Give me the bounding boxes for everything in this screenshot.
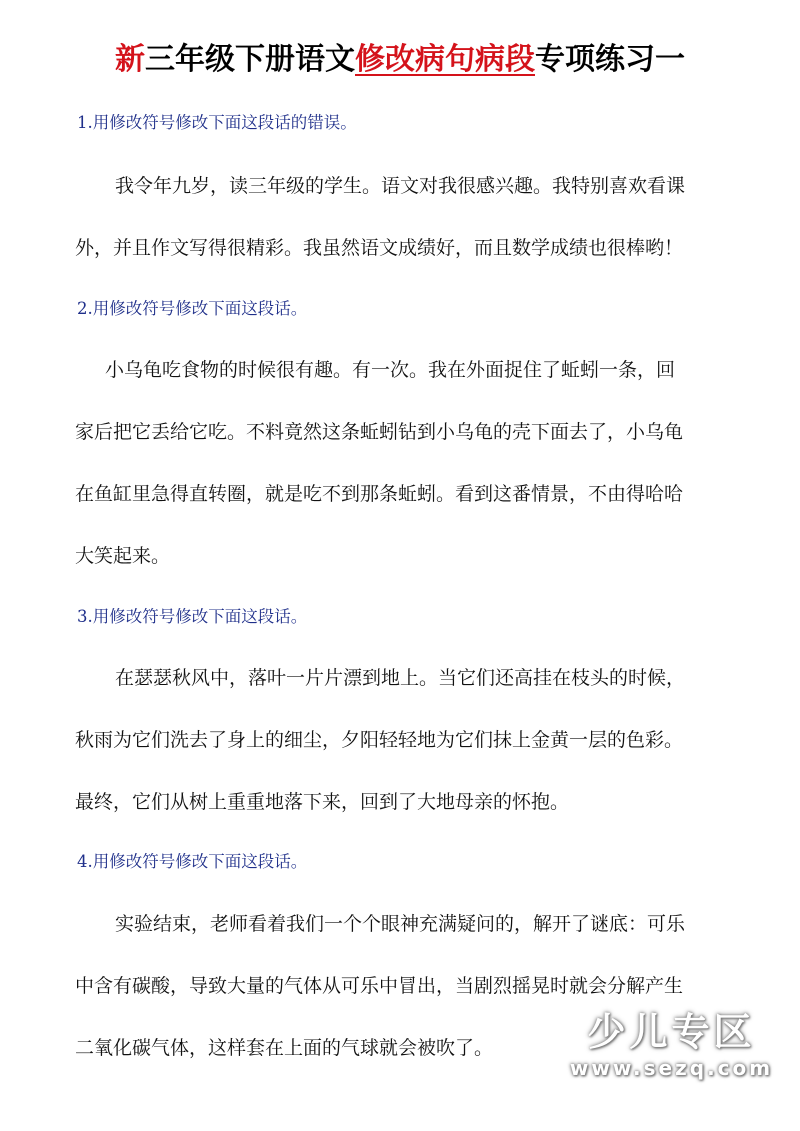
paragraph-line: 二氧化碳气体，这样套在上面的气球就会被吹了。: [75, 1037, 494, 1059]
title-topic: 修改病句病段: [355, 42, 535, 77]
paragraph-line: 外，并且作文写得很精彩。我虽然语文成绩好，而且数学成绩也很棒哟！: [75, 237, 684, 259]
question-1-paragraph: [75, 155, 735, 279]
paragraph-line: 最终，它们从树上重重地落下来，回到了大地母亲的怀抱。: [75, 791, 570, 813]
paragraph-line: 大笑起来。: [75, 545, 171, 567]
paragraph-line: 在瑟瑟秋风中，落叶一片片漂到地上。当它们还高挂在枝头的时候，: [115, 667, 686, 689]
paragraph-line: 实验结束，老师看着我们一个个眼神充满疑问的，解开了谜底：可乐: [115, 913, 686, 935]
paragraph-line: 中含有碳酸，导致大量的气体从可乐中冒出，当剧烈摇晃时就会分解产生: [75, 975, 684, 997]
watermark-url: www.sezq.com: [569, 1056, 774, 1080]
question-2-prompt: 2.用修改符号修改下面这段话。: [77, 299, 308, 318]
title-new: 新: [115, 42, 145, 77]
paragraph-line: 我令年九岁，读三年级的学生。语文对我很感兴趣。我特别喜欢看课: [115, 175, 686, 197]
question-1-prompt: 1.用修改符号修改下面这段话的错误。: [77, 113, 357, 132]
question-3-prompt: 3.用修改符号修改下面这段话。: [77, 607, 308, 626]
paragraph-line: 小乌龟吃食物的时候很有趣。有一次。我在外面捉住了蚯蚓一条，回: [105, 359, 676, 381]
title-suffix: 专项练习一: [535, 42, 685, 77]
paragraph-line: 在鱼缸里急得直转圈，就是吃不到那条蚯蚓。看到这番情景，不由得哈哈: [75, 483, 684, 505]
watermark-brand: 少儿专区: [587, 1010, 756, 1054]
site-watermark: [569, 1009, 774, 1095]
paragraph-line: 家后把它丢给它吃。不料竟然这条蚯蚓钻到小乌龟的壳下面去了，小乌龟: [75, 421, 684, 443]
title-grade: 三年级下册语文: [145, 42, 355, 77]
question-2-paragraph: [75, 339, 735, 587]
paragraph-line: 秋雨为它们洗去了身上的细尘，夕阳轻轻地为它们抹上金黄一层的色彩。: [75, 729, 684, 751]
page-title: [0, 40, 800, 80]
question-4-prompt: 4.用修改符号修改下面这段话。: [77, 852, 308, 871]
question-3-paragraph: [75, 647, 735, 833]
